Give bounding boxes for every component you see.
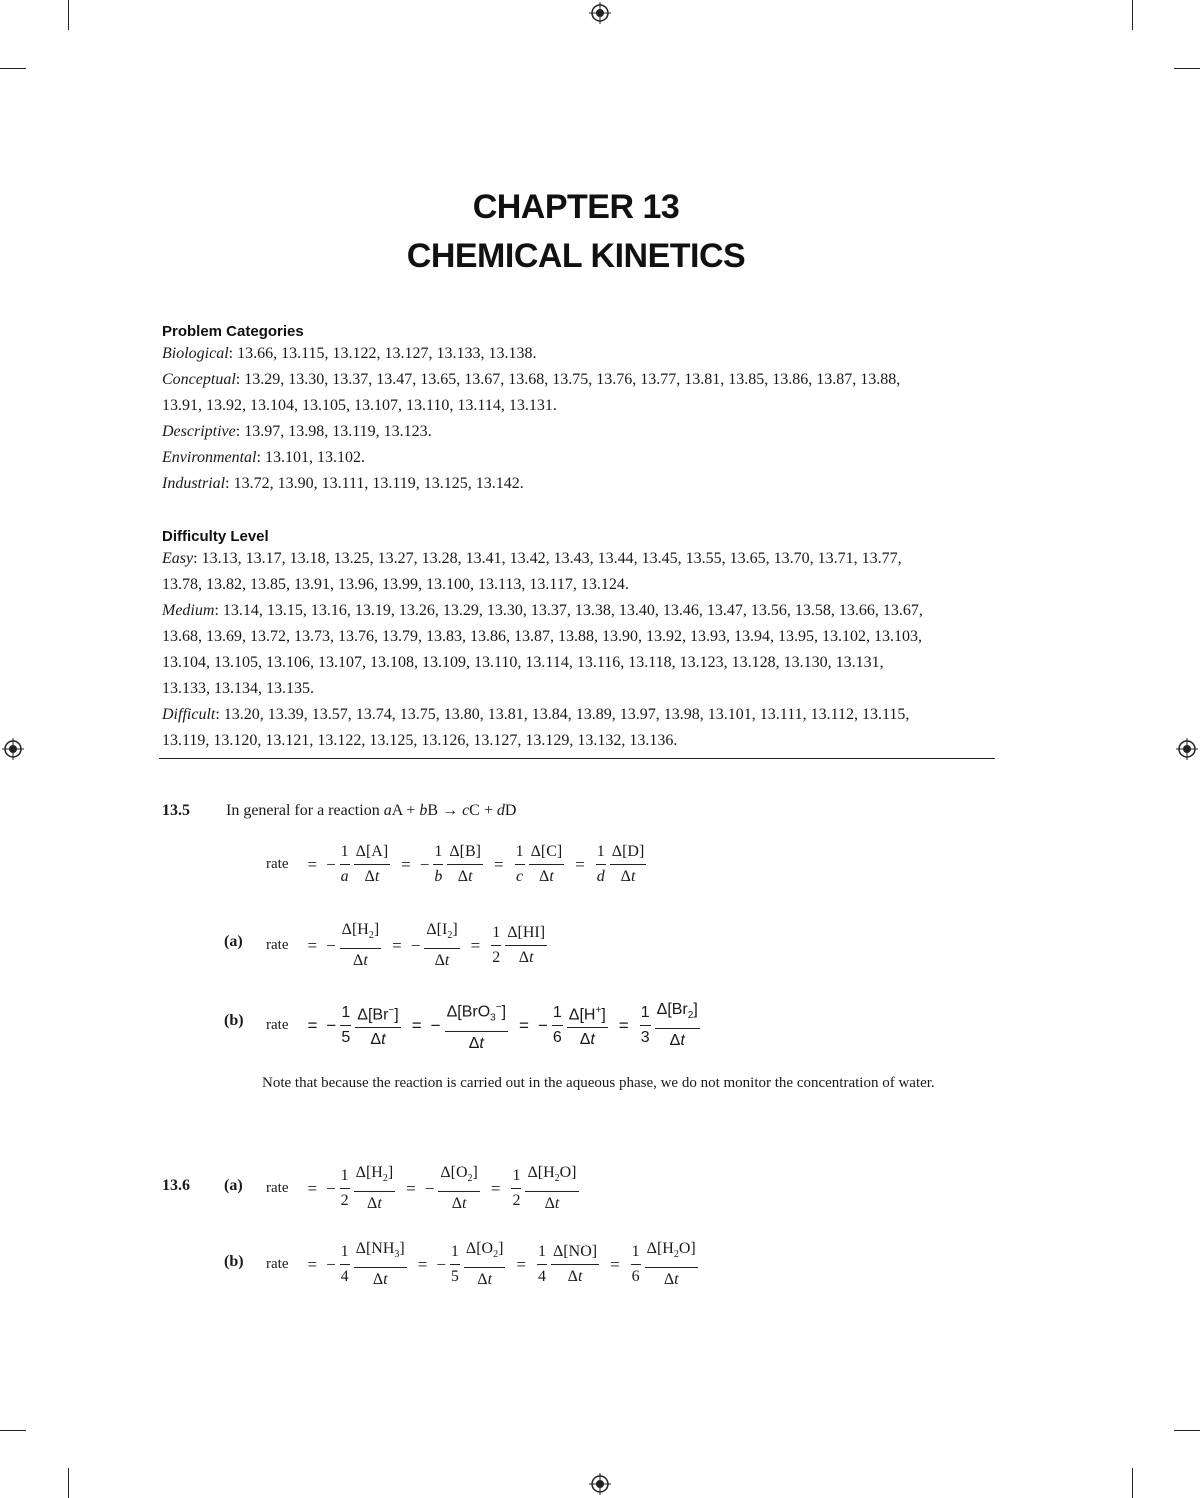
problem-categories-heading: Problem Categories [162, 323, 304, 340]
difficulty-difficult: Difficult: 13.20, 13.39, 13.57, 13.74, 13.75, 13.80, 13.81, 13.84, 13.89, 13.97, 13.98, 13.101, 13.111, 13.112, 13.115, [162, 706, 910, 723]
crop-mark-bottom-left [68, 1468, 69, 1498]
category-values: 13.97, 13.98, 13.119, 13.123. [244, 423, 432, 440]
rate-equation-5a: rate = − $\frac{\Delta[H_2]}{\Delta t}$ = − $\frac{\Delta[I_2]}{\Delta t}$ = $\frac{1}{2}$ $\frac{\Delta[HI]}{\Delta t}$ [266, 921, 546, 970]
registration-mark-icon [589, 2, 611, 24]
difficulty-label: Difficult [162, 706, 216, 723]
difficulty-easy: Easy: 13.13, 13.17, 13.18, 13.25, 13.27, 13.28, 13.41, 13.42, 13.43, 13.44, 13.45, 13.55, 13.65, 13.70, 13.71, 13.77, [162, 550, 902, 567]
rate-equation-5b: rate = − $\frac{1}{5}$ $\frac{\Delta[Br^-]}{\Delta t}$ = − $\frac{\Delta[BrO_3^-]}{\Delta t}$ = − $\frac{1}{6}$ $\frac{\Delta[H^+]}{\Delta t}$ = $\frac{1}{3}$ $\frac{\Delta[Br_2]}{\Delta t}$ [266, 998, 702, 1054]
difficulty-medium: Medium: 13.14, 13.15, 13.16, 13.19, 13.26, 13.29, 13.30, 13.37, 13.38, 13.40, 13.46, 13.47, 13.56, 13.58, 13.66, 13.67, [162, 602, 923, 619]
category-values: 13.72, 13.90, 13.111, 13.119, 13.125, 13.142. [233, 475, 524, 492]
rate-word: rate [266, 856, 289, 872]
difficulty-label: Medium [162, 602, 215, 619]
part-a-label: (a) [224, 1177, 243, 1194]
problem-number: 13.6 [162, 1177, 190, 1194]
category-label: Biological [162, 345, 229, 362]
category-label: Conceptual [162, 371, 236, 388]
category-industrial: Industrial: 13.72, 13.90, 13.111, 13.119, 13.125, 13.142. [162, 475, 524, 492]
rate-word: rate [266, 1017, 289, 1034]
category-conceptual-cont: 13.91, 13.92, 13.104, 13.105, 13.107, 13.110, 13.114, 13.131. [162, 397, 557, 414]
problem-intro [226, 802, 516, 820]
crop-mark-top-right [1132, 0, 1133, 30]
rate-equation-6a: rate = − $\frac{1}{2}$ $\frac{\Delta[H_2]}{\Delta t}$ = − $\frac{\Delta[O_2]}{\Delta t}$ = $\frac{1}{2}$ $\frac{\Delta[H_2O]}{\Delta t}$ [266, 1164, 577, 1213]
crop-mark-right-bottom [1174, 1430, 1200, 1431]
difficulty-medium-cont: 13.104, 13.105, 13.106, 13.107, 13.108, 13.109, 13.110, 13.114, 13.116, 13.118, 13.123, 13.128, 13.130, 13.131, [162, 654, 884, 671]
part-b-label: (b) [224, 1012, 244, 1029]
chapter-title: CHEMICAL KINETICS [406, 237, 746, 275]
category-values: 13.29, 13.30, 13.37, 13.47, 13.65, 13.67, 13.68, 13.75, 13.76, 13.77, 13.81, 13.85, 13.86, 13.87, 13.88, [244, 371, 901, 388]
crop-mark-left-bottom [0, 1430, 26, 1431]
difficulty-medium-cont: 13.133, 13.134, 13.135. [162, 680, 314, 697]
part-b-label: (b) [224, 1253, 244, 1270]
registration-mark-icon [1176, 738, 1198, 760]
crop-mark-left-top [0, 68, 26, 69]
rate-equation-6b: rate = − $\frac{1}{4}$ $\frac{\Delta[NH_3]}{\Delta t}$ = − $\frac{1}{5}$ $\frac{\Delta[O_2]}{\Delta t}$ = $\frac{1}{4}$ $\frac{\Delta[NO]}{\Delta t}$ = $\frac{1}{6}$ $\frac{\Delta[H_2O]}{\Delta t}$ [266, 1240, 696, 1289]
difficulty-values: 13.20, 13.39, 13.57, 13.74, 13.75, 13.80, 13.81, 13.84, 13.89, 13.97, 13.98, 13.101, 13.111, 13.112, 13.115, [223, 706, 910, 723]
rate-word: rate [266, 1256, 289, 1273]
category-environmental: Environmental: 13.101, 13.102. [162, 449, 365, 466]
category-label: Descriptive [162, 423, 236, 440]
note-paragraph: Note that because the reaction is carried out in the aqueous phase, we do not monitor the concentration of water. [262, 1075, 935, 1091]
difficulty-label: Easy [162, 550, 194, 567]
category-descriptive: Descriptive: 13.97, 13.98, 13.119, 13.123. [162, 423, 432, 440]
general-reaction-equation: aA + bB → cC + dD [383, 802, 517, 819]
registration-mark-icon [2, 738, 24, 760]
difficulty-difficult-cont: 13.119, 13.120, 13.121, 13.122, 13.125, 13.126, 13.127, 13.129, 13.132, 13.136. [162, 732, 678, 749]
category-biological: Biological: 13.66, 13.115, 13.122, 13.127, 13.133, 13.138. [162, 345, 537, 362]
category-values: 13.66, 13.115, 13.122, 13.127, 13.133, 13.138. [237, 345, 537, 362]
general-rate-equation: rate = − $\frac{1}{a}$ $\frac{\Delta[A]}{\Delta t}$ = − $\frac{1}{b}$ $\frac{\Delta[B]}{\Delta t}$ = $\frac{1}{c}$ $\frac{\Delta[C]}{\Delta t}$ = $\frac{1}{d}$ $\frac{\Delta[D]}{\Delta t}$ [266, 843, 645, 885]
difficulty-easy-cont: 13.78, 13.82, 13.85, 13.91, 13.96, 13.99, 13.100, 13.113, 13.117, 13.124. [162, 576, 629, 593]
crop-mark-right-top [1174, 68, 1200, 69]
category-label: Environmental [162, 449, 257, 466]
crop-mark-bottom-right [1132, 1468, 1133, 1498]
problem-number: 13.5 [162, 802, 190, 819]
difficulty-values: 13.14, 13.15, 13.16, 13.19, 13.26, 13.29, 13.30, 13.37, 13.38, 13.40, 13.46, 13.47, 13.56, 13.58, 13.66, 13.67, [222, 602, 923, 619]
chapter-number: CHAPTER 13 [472, 188, 680, 226]
crop-mark-top-left [68, 0, 69, 30]
part-a-label: (a) [224, 933, 243, 950]
category-conceptual: Conceptual: 13.29, 13.30, 13.37, 13.47, 13.65, 13.67, 13.68, 13.75, 13.76, 13.77, 13.81, 13.85, 13.86, 13.87, 13.88, [162, 371, 901, 388]
problem-intro-text: In general for a reaction [226, 802, 380, 819]
rate-word: rate [266, 1180, 289, 1197]
category-values: 13.101, 13.102. [264, 449, 365, 466]
category-label: Industrial [162, 475, 226, 492]
difficulty-level-heading: Difficulty Level [162, 528, 269, 545]
rate-word: rate [266, 937, 289, 954]
difficulty-medium-cont: 13.68, 13.69, 13.72, 13.73, 13.76, 13.79, 13.83, 13.86, 13.87, 13.88, 13.90, 13.92, 13.93, 13.94, 13.95, 13.102, 13.103, [162, 628, 922, 645]
difficulty-values: 13.13, 13.17, 13.18, 13.25, 13.27, 13.28, 13.41, 13.42, 13.43, 13.44, 13.45, 13.55, 13.65, 13.70, 13.71, 13.77, [201, 550, 902, 567]
section-divider [159, 758, 995, 759]
registration-mark-icon [589, 1473, 611, 1495]
